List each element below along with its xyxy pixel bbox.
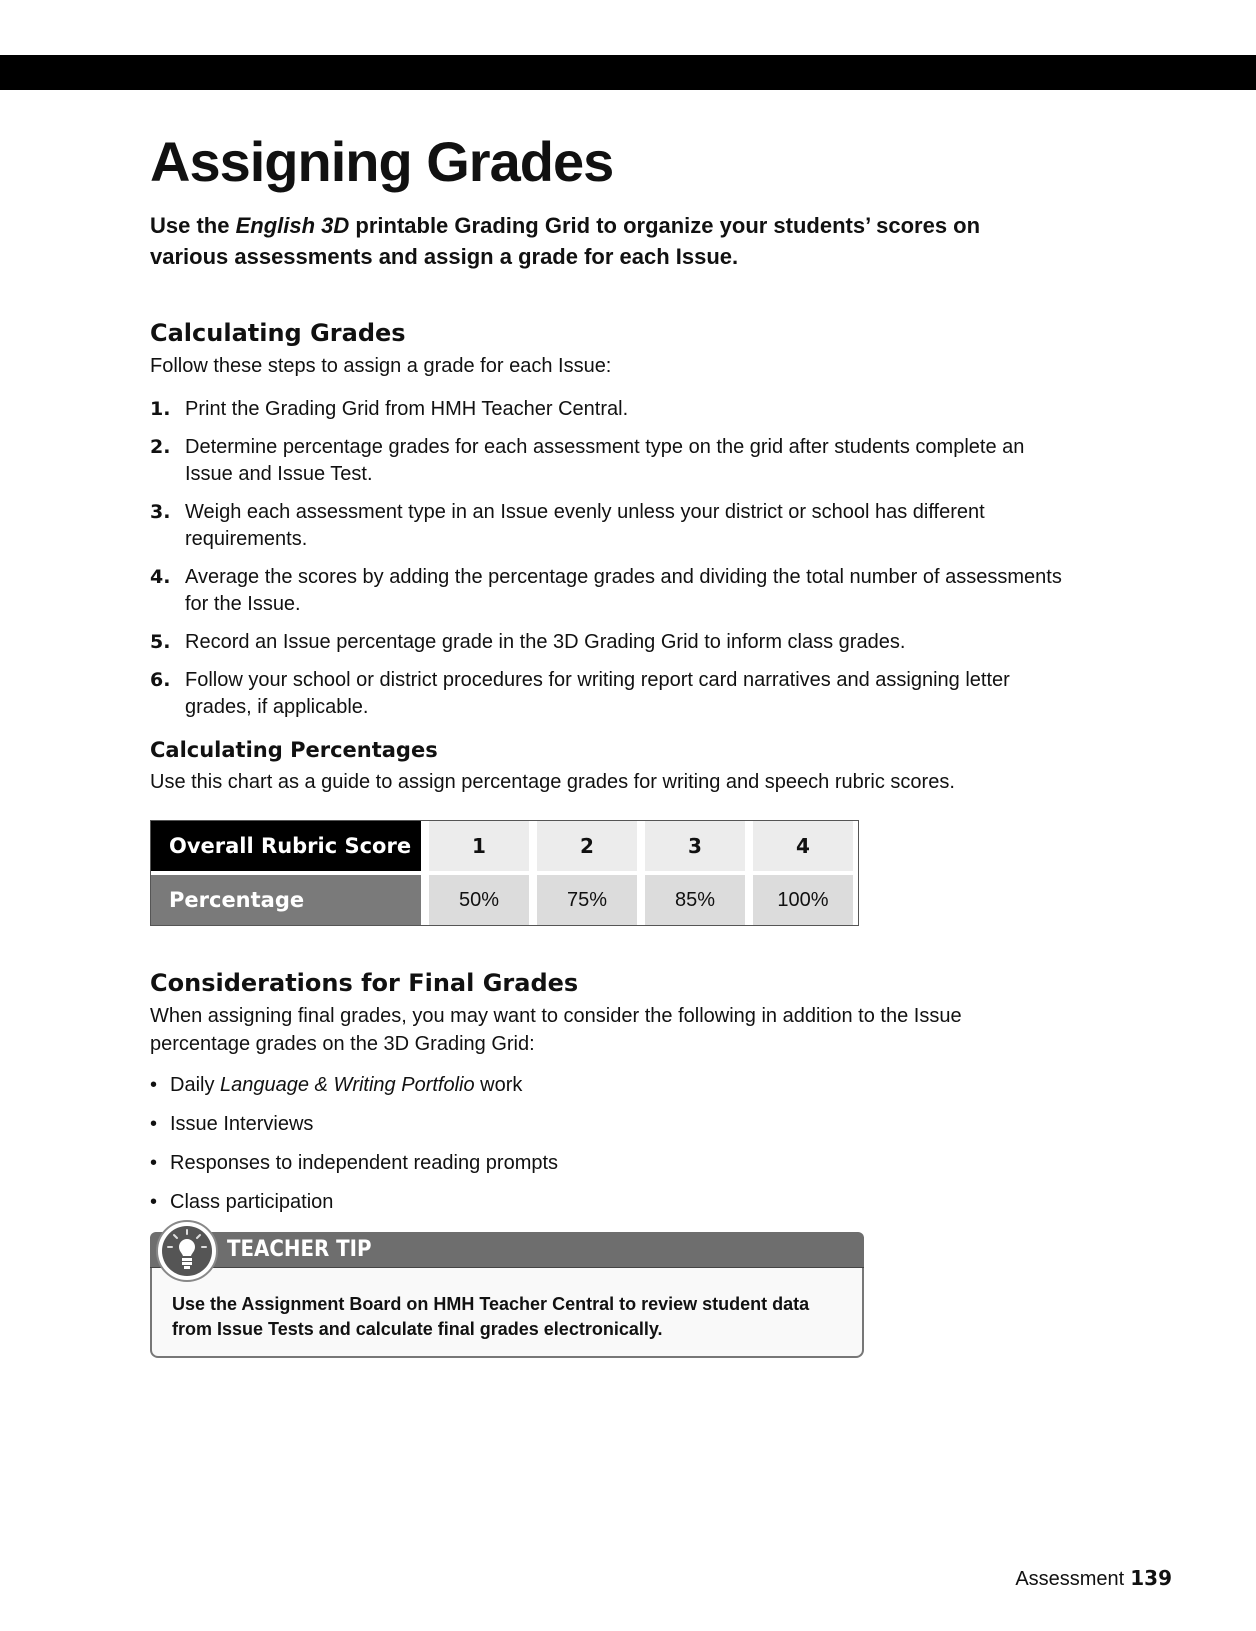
step-text: Determine percentage grades for each assessment type on the grid after students complete an Issue and Issue Test. (185, 436, 1025, 485)
score-cell: 2 (537, 821, 637, 871)
rubric-score-header: Overall Rubric Score (151, 821, 421, 871)
step-item (150, 564, 1070, 618)
teacher-tip-label: TEACHER TIP (227, 1237, 372, 1262)
item-text-pre: Daily (170, 1074, 221, 1096)
bullet-icon: • (150, 1152, 158, 1174)
percentage-cell: 50% (429, 875, 529, 925)
step-text: Record an Issue percentage grade in the 3D Grading Grid to inform class grades. (185, 631, 906, 653)
step-number: 1. (150, 398, 171, 420)
final-grades-intro: When assigning final grades, you may want to consider the following in addition to the Issue percentage grades on the 3D Grading Grid: (150, 1005, 962, 1055)
calculating-grades-section (150, 318, 1070, 721)
calculating-percentages-section (150, 736, 1070, 926)
item-text-post: work (474, 1074, 523, 1096)
item-text: Issue Interviews (170, 1113, 314, 1135)
subtitle-text-pre: Use the (150, 213, 236, 238)
list-item (150, 1150, 1070, 1177)
list-item (150, 1072, 1070, 1099)
final-grades-section (150, 968, 1070, 1216)
page-footer (1015, 1566, 1172, 1591)
calculating-grades-heading: Calculating Grades (150, 319, 406, 347)
step-number: 3. (150, 501, 171, 523)
percentage-row (151, 875, 858, 925)
page-title: Assigning Grades (150, 130, 614, 193)
step-number: 5. (150, 631, 171, 653)
item-text-italic: Language & Writing Portfolio (220, 1074, 475, 1096)
final-grades-heading: Considerations for Final Grades (150, 969, 579, 997)
step-number: 4. (150, 566, 171, 588)
step-item (150, 434, 1070, 488)
score-cell: 4 (753, 821, 853, 871)
list-item (150, 1189, 1070, 1216)
percentage-cell: 100% (753, 875, 853, 925)
item-text: Responses to independent reading prompts (170, 1152, 559, 1174)
bullet-icon: • (150, 1191, 158, 1213)
bullet-icon: • (150, 1074, 158, 1096)
step-text: Follow your school or district procedures for writing report card narratives and assigning letter grades, if applicable. (185, 669, 1010, 718)
step-text: Weigh each assessment type in an Issue evenly unless your district or school has different requirements. (185, 501, 985, 550)
step-text: Average the scores by adding the percentage grades and dividing the total number of assessments for the Issue. (185, 566, 1062, 615)
subtitle-text-post: printable Grading Grid to organize your students’ scores on various assessments and assign a grade for each Issue. (150, 213, 981, 269)
calculating-percentages-intro: Use this chart as a guide to assign percentage grades for writing and speech rubric scores. (150, 771, 955, 793)
list-item (150, 1111, 1070, 1138)
considerations-list (150, 1072, 1070, 1216)
rubric-percentage-table (150, 820, 859, 926)
lightbulb-icon (155, 1219, 219, 1283)
rubric-score-row (151, 821, 858, 871)
page-subtitle (150, 210, 990, 272)
step-text: Print the Grading Grid from HMH Teacher Central. (185, 398, 629, 420)
teacher-tip-body: Use the Assignment Board on HMH Teacher Central to review student data from Issue Tests and calculate final grades electronically. (150, 1268, 864, 1358)
step-number: 2. (150, 436, 171, 458)
calculating-percentages-heading: Calculating Percentages (150, 738, 438, 762)
step-item (150, 396, 1070, 423)
percentage-cell: 75% (537, 875, 637, 925)
percentage-cell: 85% (645, 875, 745, 925)
calculating-grades-intro: Follow these steps to assign a grade for each Issue: (150, 355, 612, 377)
step-item (150, 667, 1070, 721)
page-number: 139 (1130, 1566, 1172, 1590)
item-text: Class participation (170, 1191, 334, 1213)
subtitle-product-name: English 3D (235, 213, 350, 238)
top-black-bar (0, 55, 1256, 90)
teacher-tip-box (150, 1232, 864, 1358)
step-number: 6. (150, 669, 171, 691)
step-item (150, 629, 1070, 656)
score-cell: 1 (429, 821, 529, 871)
bullet-icon: • (150, 1113, 158, 1135)
step-item (150, 499, 1070, 553)
page-content (150, 128, 1070, 1358)
footer-section-name: Assessment (1015, 1568, 1125, 1590)
steps-list (150, 396, 1070, 721)
score-cell: 3 (645, 821, 745, 871)
percentage-header: Percentage (151, 875, 421, 925)
